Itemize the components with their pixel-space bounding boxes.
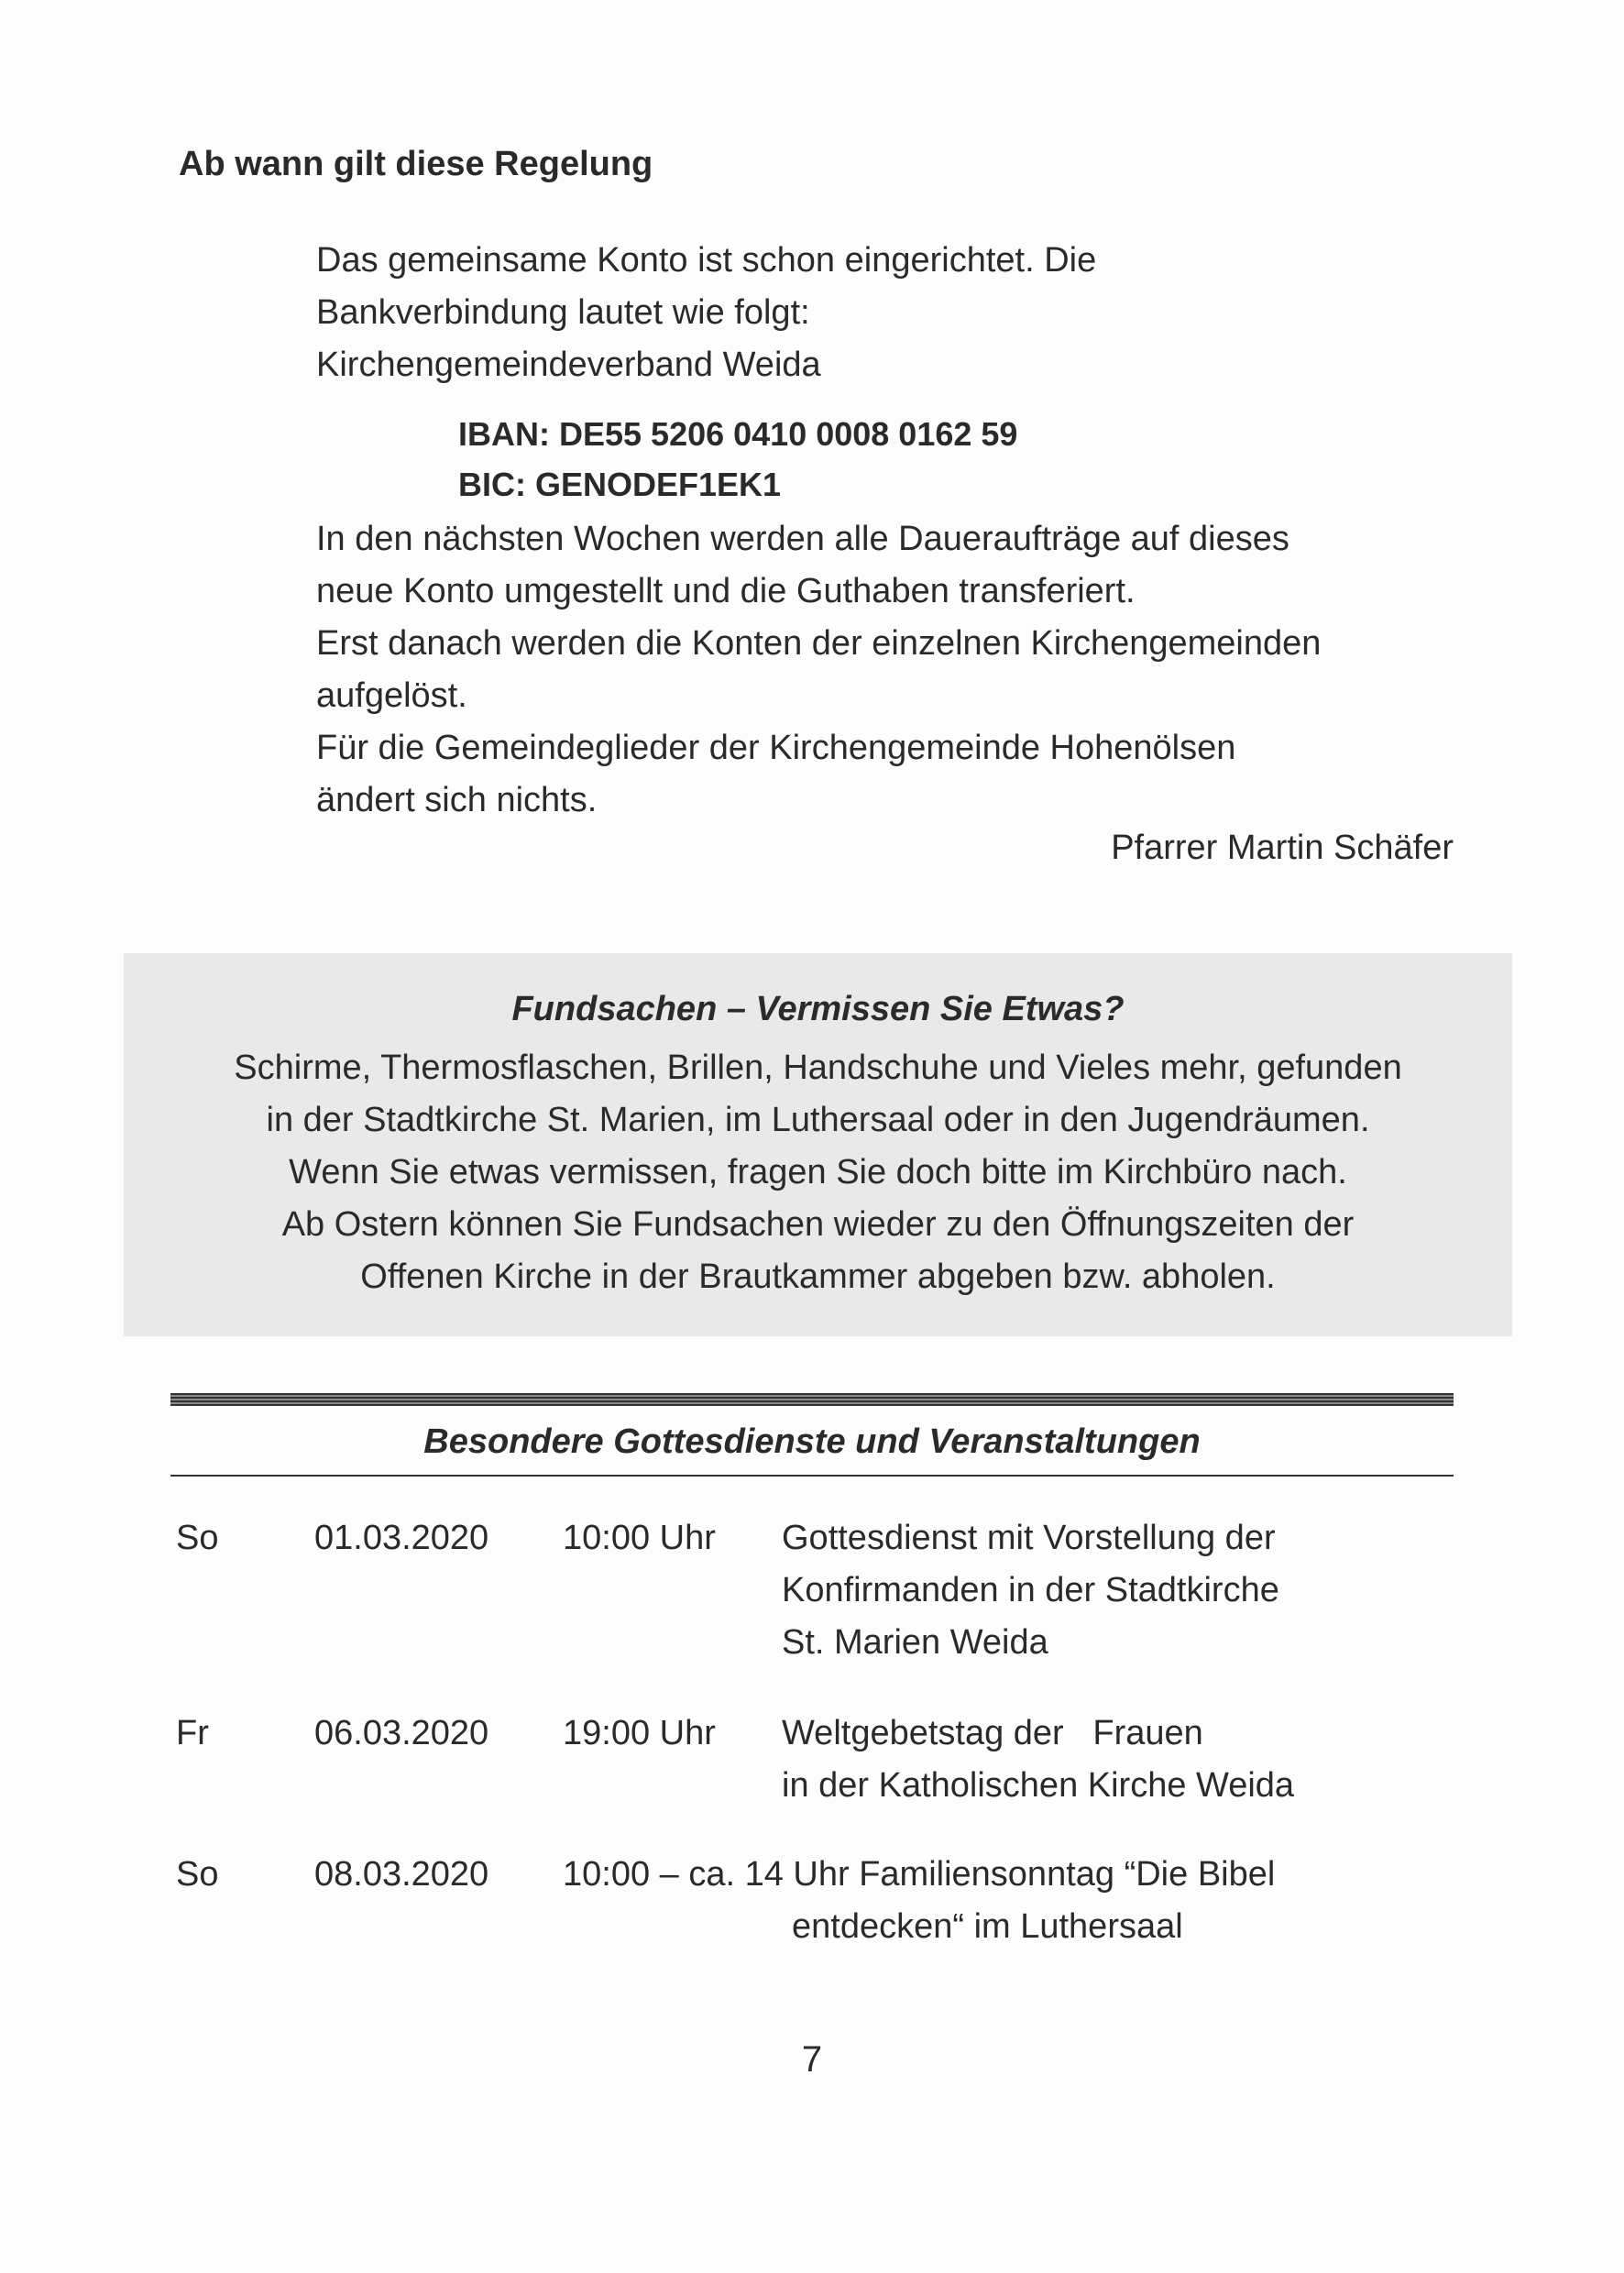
event-date: 06.03.2020 (314, 1714, 489, 1752)
signature: Pfarrer Martin Schäfer (1111, 829, 1454, 867)
notice-line: Schirme, Thermosflaschen, Brillen, Handschuhe und Vieles mehr, gefunden (234, 1049, 1402, 1087)
event-description-line: Weltgebetstag der Frauen (782, 1714, 1203, 1752)
body-line: aufgelöst. (316, 676, 467, 715)
intro-line: Bankverbindung lautet wie folgt: (316, 293, 810, 332)
notice-line: Offenen Kirche in der Brautkammer abgeben bzw. abholen. (360, 1257, 1276, 1296)
event-description (782, 1512, 1442, 1669)
body-line: In den nächsten Wochen werden alle Daueraufträge auf dieses (316, 520, 1289, 558)
section-heading: Ab wann gilt diese Regelung (179, 145, 653, 183)
notice-line: Ab Ostern können Sie Fundsachen wieder zu den Öffnungszeiten der (281, 1205, 1355, 1244)
event-description-line: entdecken“ im Luthersaal (792, 1907, 1183, 1946)
intro-paragraph (316, 235, 1453, 391)
body-line: ändert sich nichts. (316, 781, 598, 819)
event-description-line: in der Katholischen Kirche Weida (782, 1766, 1295, 1805)
body-paragraph (316, 513, 1453, 827)
notice-line: Wenn Sie etwas vermissen, fragen Sie doch bitte im Kirchbüro nach. (289, 1153, 1347, 1191)
events-title-underline (170, 1475, 1454, 1477)
event-day: Fr (176, 1714, 209, 1752)
event-description-line: Konfirmanden in der Stadtkirche (782, 1571, 1279, 1609)
event-description (563, 1849, 1461, 1953)
notice-line: in der Stadtkirche St. Marien, im Luthersaal oder in den Jugendräumen. (266, 1101, 1370, 1139)
event-time: 19:00 Uhr (563, 1714, 716, 1752)
event-day: So (176, 1519, 219, 1557)
intro-line: Das gemeinsame Konto ist schon eingerichtet. Die (316, 241, 1097, 280)
lost-and-found-notice (124, 953, 1512, 1336)
bic-text: BIC: GENODEF1EK1 (458, 466, 782, 503)
section-divider (170, 1393, 1454, 1406)
event-time: 10:00 Uhr (563, 1519, 716, 1557)
event-date: 08.03.2020 (314, 1855, 489, 1894)
event-date: 01.03.2020 (314, 1519, 489, 1557)
event-day: So (176, 1855, 219, 1894)
events-title: Besondere Gottesdienste und Veranstaltungen (423, 1422, 1201, 1461)
intro-line: Kirchengemeindeverband Weida (316, 346, 821, 384)
bank-details (458, 409, 1017, 510)
body-line: Erst danach werden die Konten der einzelnen Kirchengemeinden (316, 624, 1322, 663)
body-line: Für die Gemeindeglieder der Kirchengemeinde Hohenölsen (316, 729, 1236, 767)
event-description-line: 10:00 – ca. 14 Uhr Familiensonntag “Die Bibel (563, 1855, 1276, 1894)
page-number: 7 (801, 2039, 823, 2080)
event-description-line: St. Marien Weida (782, 1623, 1048, 1662)
notice-body (124, 1042, 1512, 1303)
event-description (782, 1707, 1442, 1812)
event-description-line: Gottesdienst mit Vorstellung der (782, 1519, 1276, 1557)
body-line: neue Konto umgestellt und die Guthaben transferiert. (316, 572, 1136, 610)
notice-title: Fundsachen – Vermissen Sie Etwas? (511, 990, 1125, 1028)
iban-text: IBAN: DE55 5206 0410 0008 0162 59 (458, 415, 1018, 453)
